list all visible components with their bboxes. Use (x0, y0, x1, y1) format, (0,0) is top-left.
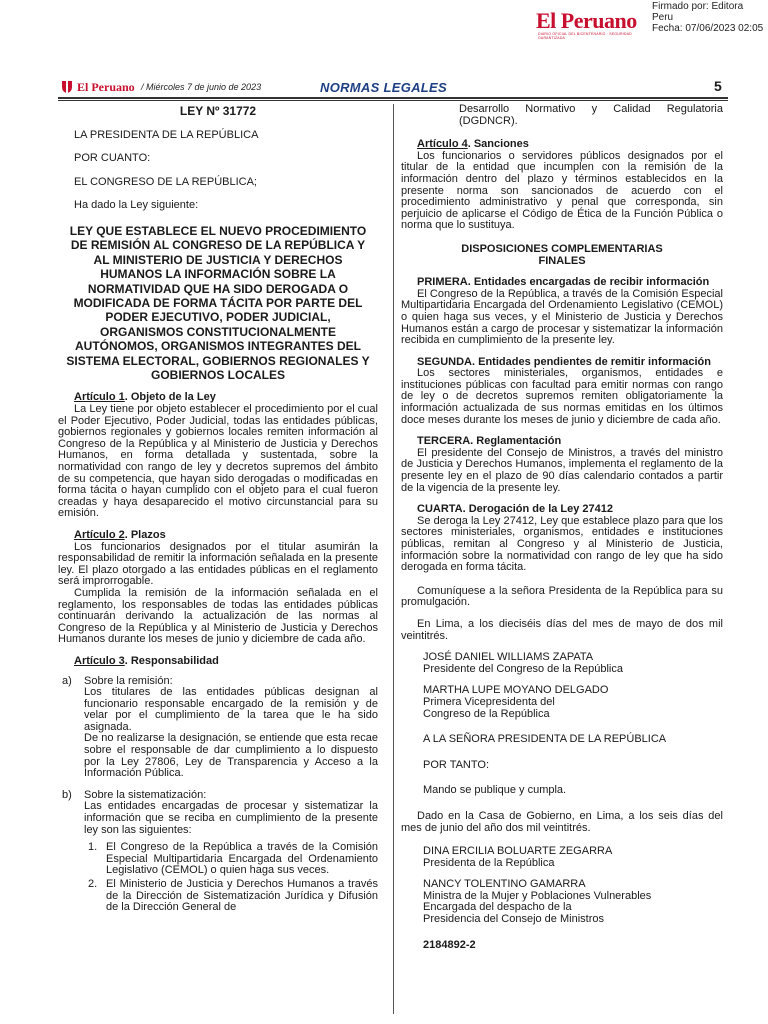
disp-2-text: Los sectores ministeriales, organismos, entidades e instituciones públicas con facultad para emitir normas con rango de ley o de decretos supremos remiten obligatoriamente la información actualizada de sus normas emitidas en los últimos doce meses durante los meses de junio y diciembre de cada año. (401, 367, 723, 426)
header-rule (58, 97, 728, 101)
list-a-heading: Sobre la remisión: (84, 674, 173, 687)
article-2-heading: Artículo 2. Plazos (74, 528, 166, 541)
disp-2-heading: SEGUNDA. Entidades pendientes de remitir información (417, 355, 711, 368)
header-date: / Miércoles 7 de junio de 2023 (141, 82, 262, 92)
article-3-heading: Artículo 3. Responsabilidad (74, 654, 219, 667)
signature-boluarte (423, 846, 723, 869)
list-b-text: Las entidades encargadas de procesar y sistematizar la información que se reciba en cumplimiento de la presente ley son las siguientes: (84, 800, 378, 836)
communication-text: Comuníquese a la señora Presidenta de la República para su promulgación. (401, 584, 723, 609)
signer-role: Primera Vicepresidenta del (423, 695, 555, 708)
coat-of-arms-icon (60, 80, 74, 94)
column-divider (393, 104, 394, 1014)
signer-role: Ministra de la Mujer y Poblaciones Vulnerables (423, 889, 652, 902)
article-4-heading: Artículo 4. Sanciones (417, 138, 529, 151)
disp-4-text: Se deroga la Ley 27412, Ley que establece plazo para que los sectores ministeriales, organismos, entidades e instituciones públicas, remitan al Congreso y al Ministerio de Justicia, información sobre la normatividad con rango de ley que ha sido derogada en forma tácita. (401, 514, 723, 574)
disp-4-heading: CUARTA. Derogación de la Ley 27412 (417, 503, 614, 516)
list-item-1 (84, 842, 378, 877)
list-2-text: El Ministerio de Justicia y Derechos Humanos a través de la Dirección de Sistematización Jurídica y Difusión de la Dirección General de (106, 878, 378, 914)
disp-1-text: El Congreso de la República, a través de la Comisión Especial Multipartidaria Encargada del Ordenamiento Legislativo (CEMOL) o quien haga sus veces, y el Ministerio de Justicia y Derechos Humanos están a cargo de procesar y sistematizar la información recibida en cumplimiento de la presente ley. (401, 287, 723, 347)
header-section: NORMAS LEGALES (320, 80, 447, 95)
list-item-a (58, 676, 378, 780)
preamble-president: LA PRESIDENTA DE LA REPÚBLICA (74, 128, 259, 141)
law-title: LEY QUE ESTABLECE EL NUEVO PROCEDIMIENTO DE REMISIÓN AL CONGRESO DE LA REPÚBLICA Y AL MINISTERIO DE JUSTICIA Y DERECHOS HUMANOS LA INFORMACIÓN SOBRE LA NORMATIVIDAD QUE HA SIDO DEROGADA O MODIFICADA DE FORMA TÁCITA POR PARTE DEL PODER EJECUTIVO, PODER JUDICIAL, ORGANISMOS CONSTITUCIONALMENTE AUTÓNOMOS, ORGANISMOS INTEGRANTES DEL SISTEMA ELECTORAL, GOBIERNOS REGIONALES Y GOBIERNOS LOCALES (66, 223, 370, 383)
preamble-por-cuanto: POR CUANTO: (74, 152, 151, 165)
signer-role: Congreso de la República (423, 707, 550, 720)
signer-name: JOSÉ DANIEL WILLIAMS ZAPATA (423, 651, 594, 664)
signature-moyano (423, 685, 723, 720)
page-number: 5 (714, 78, 722, 94)
dispositions-title: DISPOSICIONES COMPLEMENTARIAS FINALES (461, 242, 663, 267)
list-b-heading: Sobre la sistematización: (84, 788, 207, 801)
disp-3-heading: TERCERA. Reglamentación (417, 435, 562, 448)
signature-date: Fecha: 07/06/2023 02:05 (652, 23, 764, 34)
article-1-heading: Artículo 1. Objeto de la Ley (74, 391, 216, 404)
list-a-text-2: De no realizarse la designación, se entiende que esta recae sobre el responsable de dar cumplimiento a lo dispuesto por la Ley 27806, Ley de Transparencia y Acceso a la Información Pública. (84, 732, 378, 780)
article-2-text-1: Los funcionarios designados por el titular asumirán la responsabilidad de remitir la información señalada en la presente ley. El plazo otorgado a las entidades públicas en el reglamento será improrrogable. (58, 540, 378, 588)
signer-role: Encargada del despacho de la (423, 901, 572, 914)
el-peruano-logo-tagline: DIARIO OFICIAL DEL BICENTENARIO · SEGURIDAD GARANTIZADA (538, 32, 632, 40)
signer-role: Presidente del Congreso de la República (423, 662, 623, 675)
continued-text: Desarrollo Normativo y Calidad Regulatoria (DGDNCR). (459, 103, 723, 127)
preamble-ha-dado: Ha dado la Ley siguiente: (74, 199, 199, 212)
signer-name: DINA ERCILIA BOLUARTE ZEGARRA (423, 845, 613, 858)
signer-role: Presidenta de la República (423, 856, 555, 869)
dado-text: Dado en la Casa de Gobierno, en Lima, a los seis días del mes de junio del año dos mil veintitrés. (401, 809, 723, 834)
law-number: LEY Nº 31772 (179, 104, 257, 118)
signer-name: MARTHA LUPE MOYANO DELGADO (423, 684, 609, 697)
digital-signature (652, 1, 763, 34)
signature-signer: Firmado por: Editora (652, 1, 744, 12)
preamble-congress: EL CONGRESO DE LA REPÚBLICA; (74, 175, 257, 188)
right-column (401, 104, 723, 951)
disp-1-heading: PRIMERA. Entidades encargadas de recibir información (417, 276, 710, 289)
list-label-b: b) (62, 788, 72, 801)
signer-name: NANCY TOLENTINO GAMARRA (423, 878, 586, 891)
left-column (58, 106, 378, 914)
list-label-2: 2. (88, 878, 98, 890)
el-peruano-logo: El Peruano (536, 8, 637, 33)
to-president-text: A LA SEÑORA PRESIDENTA DE LA REPÚBLICA (423, 733, 667, 746)
article-4-text: Los funcionarios o servidores públicos designados por el titular de la entidad que incumplen con la remisión de la información dentro del plazo y términos establecidos en la presente norma son sancionados de acuerdo con el procedimiento administrativo y penal que corresponda, sin perjuicio de aplicarse el Código de Ética de la Función Pública o norma que lo sustituya. (401, 149, 723, 232)
disp-3-text: El presidente del Consejo de Ministros, a través del ministro de Justicia y Derechos Humanos, implementa el reglamento de la presente ley en el plazo de 90 días calendario contados a partir de la vigencia de la presente ley. (401, 446, 723, 494)
article-2-text-2: Cumplida la remisión de la información señalada en el reglamento, los responsables de todas las entidades públicas continuarán derivando la actualización de las normas al Congreso de la República y al Ministerio de Justicia y Derechos Humanos durante los meses de junio y diciembre de cada año. (58, 586, 378, 646)
article-1-text: La Ley tiene por objeto establecer el procedimiento por el cual el Poder Ejecutivo, Poder Judicial, todas las entidades públicas, gobiernos regionales y gobiernos locales remiten información al Congreso de la República y al Ministerio de Justicia y Derechos Humanos, en forma detallada y sustentada, sobre la normatividad con rango de ley y decretos supremos del ámbito de su competencia, que hayan sido derogadas o modificadas en forma tácita o hayan cumplido con el objeto para el cual fueron creadas y haya desaparecido el motivo circunstancial para su emisión. (58, 403, 378, 520)
signature-country: Peru (652, 12, 674, 23)
signer-role: Presidencia del Consejo de Ministros (423, 913, 604, 926)
header-logo: El Peruano (77, 80, 135, 94)
list-item-2 (84, 879, 378, 914)
lima-date-text: En Lima, a los dieciséis días del mes de mayo de dos mil veintitrés. (401, 617, 723, 642)
list-1-text: El Congreso de la República a través de la Comisión Especial Multipartidaria Encargada del Ordenamiento Legislativo (CEMOL) o quien haga sus veces. (106, 841, 378, 877)
mando-text: Mando se publique y cumpla. (423, 784, 567, 797)
list-a-text-1: Los titulares de las entidades públicas designan al funcionario responsable encargado de la remisión y de velar por el cumplimiento de la tarea que le ha sido asignada. (84, 686, 378, 733)
publication-code: 2184892-2 (423, 938, 476, 951)
list-label-1: 1. (88, 841, 98, 854)
list-item-b (58, 790, 378, 914)
signature-williams (423, 652, 723, 675)
por-tanto-text: POR TANTO: (423, 758, 490, 771)
signature-tolentino (423, 879, 723, 925)
list-label-a: a) (62, 674, 72, 687)
